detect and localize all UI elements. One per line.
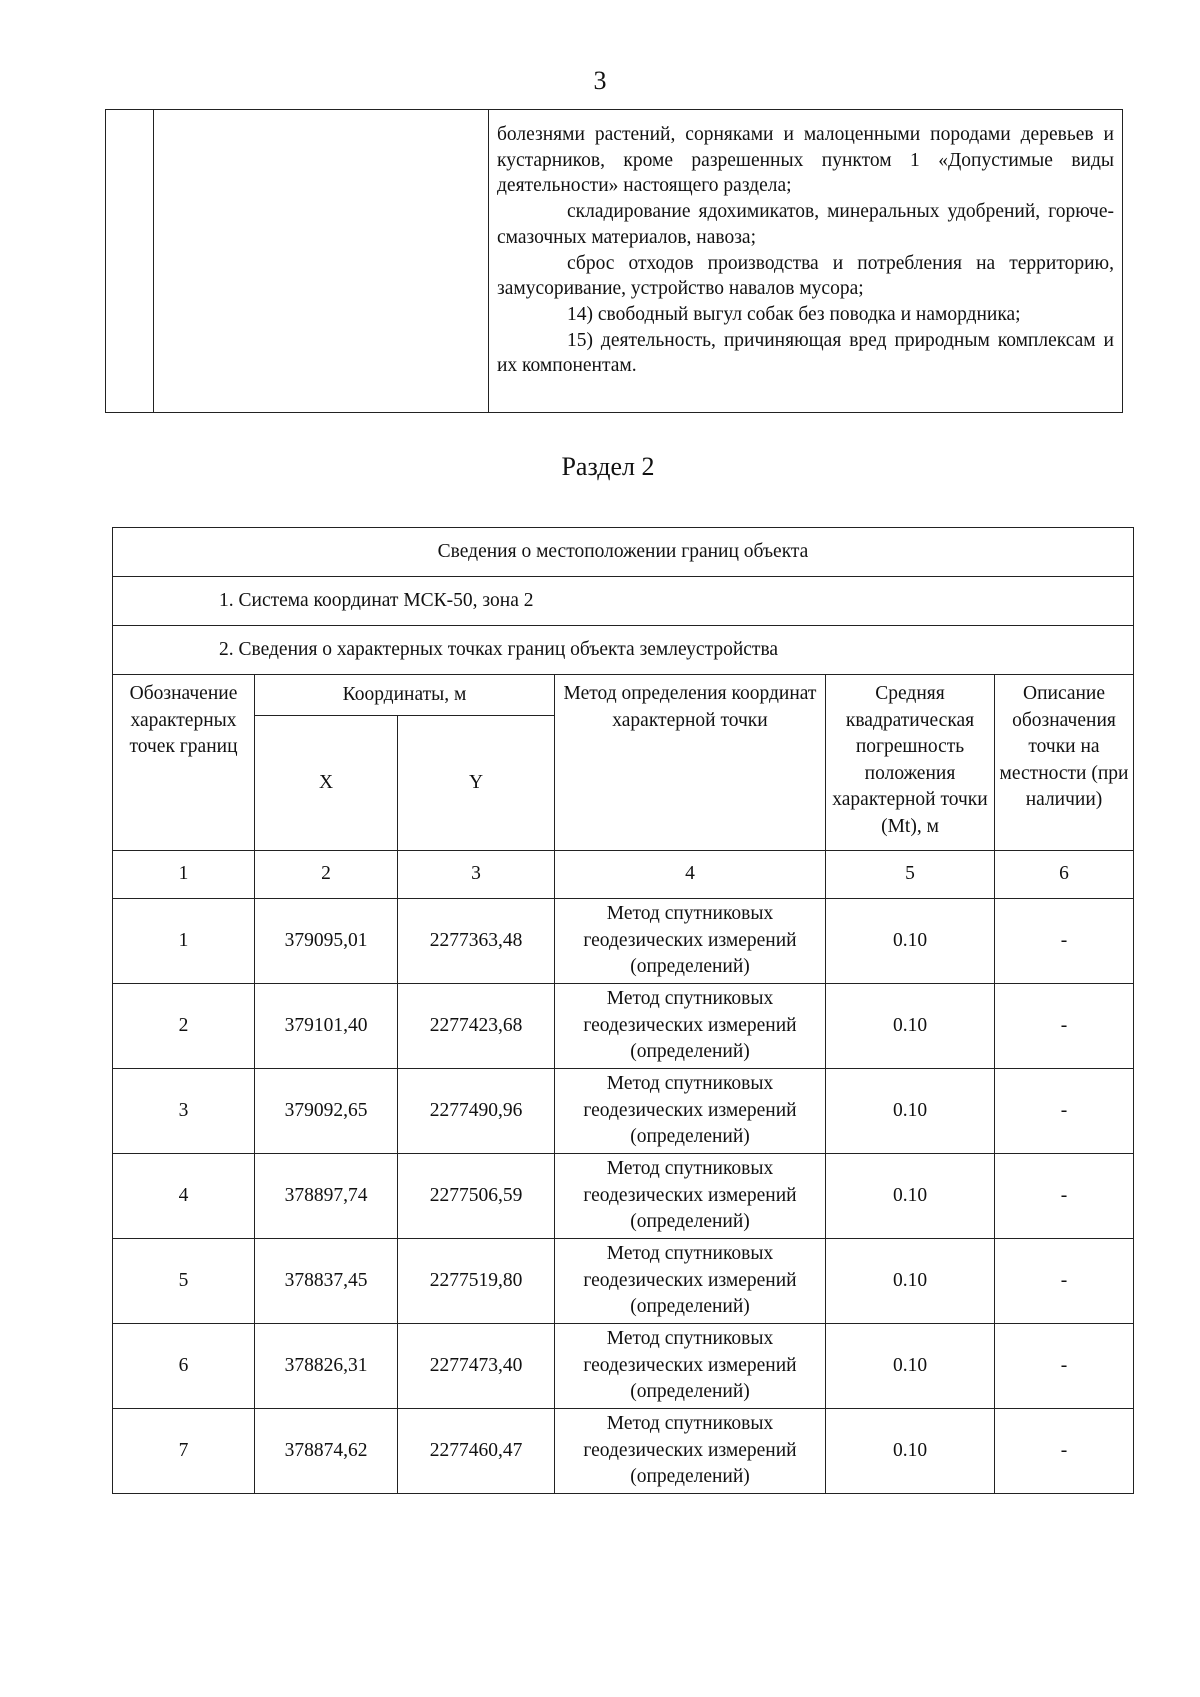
error-value: 0.10 [826,1409,995,1494]
header-method: Метод определения координат характерной точки [555,675,826,851]
error-value: 0.10 [826,1069,995,1154]
coord-system-row [113,577,1134,626]
column-number: 3 [398,851,555,899]
continuation-paragraph: сброс отходов производства и потребления на территорию, замусоривание, устройство навалов мусора; [497,252,1114,300]
column-number: 2 [255,851,398,899]
continuation-table [105,109,1123,413]
continuation-row [106,110,1123,413]
error-value: 0.10 [826,984,995,1069]
table-title-row [113,528,1134,577]
point-id: 3 [113,1069,255,1154]
method: Метод спутниковых геодезических измерений (определений) [555,1324,826,1409]
description: - [995,1239,1134,1324]
table-row [113,1409,1134,1494]
coord-y: 2277460,47 [398,1409,555,1494]
point-id: 4 [113,1154,255,1239]
error-value: 0.10 [826,1324,995,1409]
table-row [113,1239,1134,1324]
header-coordinates: Координаты, м [255,675,555,716]
coord-x: 379101,40 [255,984,398,1069]
table-row [113,899,1134,984]
table-row [113,1154,1134,1239]
coord-y: 2277519,80 [398,1239,555,1324]
table-title: Сведения о местоположении границ объекта [113,528,1134,577]
coord-x: 378874,62 [255,1409,398,1494]
method: Метод спутниковых геодезических измерений (определений) [555,1409,826,1494]
continuation-paragraph: 15) деятельность, причиняющая вред природным комплексам и их компонентам. [497,329,1114,377]
continuation-paragraph: болезнями растений, сорняками и малоценными породами деревьев и кустарников, кроме разрешенных пунктом 1 «Допустимые виды деятельности» настоящего раздела; [497,124,1114,197]
method: Метод спутниковых геодезических измерений (определений) [555,1069,826,1154]
point-id: 5 [113,1239,255,1324]
table-row [113,984,1134,1069]
page-number: 3 [593,66,607,95]
section-title: Раздел 2 [561,452,655,481]
continuation-cell-text [489,110,1123,413]
description: - [995,1409,1134,1494]
point-id: 6 [113,1324,255,1409]
method: Метод спутниковых геодезических измерений (определений) [555,984,826,1069]
points-title-row [113,626,1134,675]
column-number: 1 [113,851,255,899]
continuation-paragraph: 14) свободный выгул собак без поводка и намордника; [567,303,1021,325]
error-value: 0.10 [826,899,995,984]
description: - [995,1154,1134,1239]
description: - [995,984,1134,1069]
coord-x: 379095,01 [255,899,398,984]
method: Метод спутниковых геодезических измерений (определений) [555,1239,826,1324]
description: - [995,1324,1134,1409]
coord-x: 378837,45 [255,1239,398,1324]
column-number: 4 [555,851,826,899]
column-number: 5 [826,851,995,899]
table-row [113,1069,1134,1154]
coord-y: 2277506,59 [398,1154,555,1239]
continuation-cell-name [154,110,489,413]
point-id: 1 [113,899,255,984]
error-value: 0.10 [826,1154,995,1239]
header-designation: Обозначение характерных точек границ [113,675,255,851]
header-description: Описание обозначения точки на местности (при наличии) [995,675,1134,851]
header-x: X [255,716,398,851]
coord-y: 2277363,48 [398,899,555,984]
column-numbers-row [113,851,1134,899]
column-number: 6 [995,851,1134,899]
continuation-cell-number [106,110,154,413]
method: Метод спутниковых геодезических измерений (определений) [555,899,826,984]
coord-x: 379092,65 [255,1069,398,1154]
coord-x: 378826,31 [255,1324,398,1409]
coord-y: 2277473,40 [398,1324,555,1409]
point-id: 7 [113,1409,255,1494]
point-id: 2 [113,984,255,1069]
points-title: 2. Сведения о характерных точках границ объекта землеустройства [113,626,1134,675]
boundary-coordinates-table [112,527,1134,1494]
description: - [995,899,1134,984]
error-value: 0.10 [826,1239,995,1324]
table-row [113,1324,1134,1409]
coord-x: 378897,74 [255,1154,398,1239]
header-row [113,675,1134,716]
header-error: Средняя квадратическая погрешность положения характерной точки (Mt), м [826,675,995,851]
coord-y: 2277423,68 [398,984,555,1069]
description: - [995,1069,1134,1154]
header-y: Y [398,716,555,851]
continuation-paragraph: складирование ядохимикатов, минеральных удобрений, горюче-смазочных материалов, навоза; [497,201,1114,248]
coord-y: 2277490,96 [398,1069,555,1154]
coord-system: 1. Система координат МСК-50, зона 2 [113,577,1134,626]
method: Метод спутниковых геодезических измерений (определений) [555,1154,826,1239]
